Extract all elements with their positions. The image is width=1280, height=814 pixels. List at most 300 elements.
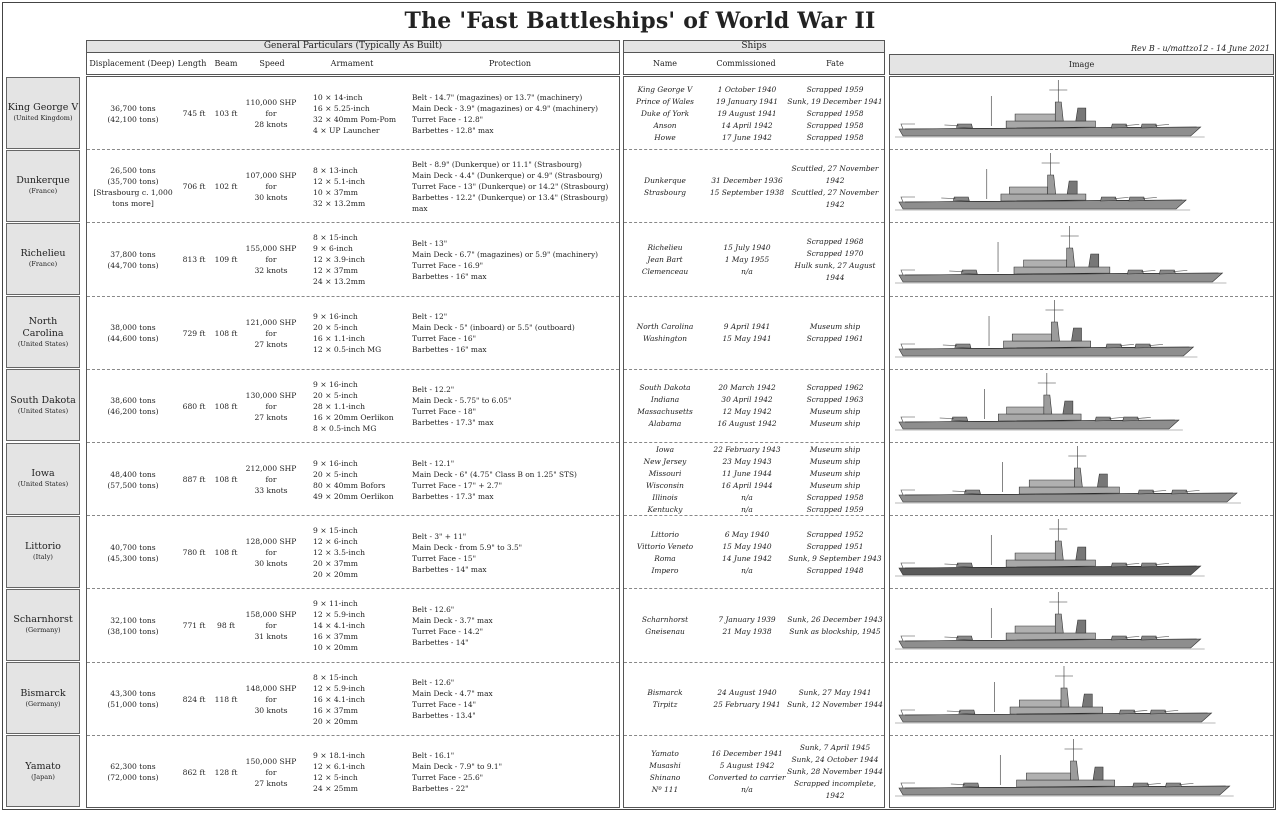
ship-name: Richelieu — [647, 242, 683, 252]
speed-value: 155,000 SHP — [245, 244, 297, 254]
ship-commissioned-cell — [704, 77, 790, 150]
protection-cell — [412, 589, 620, 662]
armament-item: 9 × 16-inch — [313, 379, 358, 389]
ship-name: Impero — [651, 565, 679, 575]
ship-fate: Museum ship — [809, 480, 861, 490]
armament-item: 12 × 3.9-inch — [313, 255, 365, 265]
protection-item: Barbettes - 17.3" max — [412, 418, 494, 428]
armament-item: 12 × 5.9-inch — [313, 610, 365, 620]
displacement-cell — [87, 736, 179, 809]
ship-name: Vittorio Veneto — [636, 541, 694, 551]
beam-value: 118 ft — [214, 694, 238, 704]
protection-cell — [412, 223, 620, 296]
protection-item: Turret Face - 16" — [412, 334, 476, 344]
ship-class-country: (Italy) — [33, 553, 53, 562]
armament-cell — [313, 370, 413, 443]
armament-item: 14 × 4.1-inch — [313, 621, 365, 631]
ship-fate: Scrapped 1958 — [806, 132, 864, 142]
general-particulars-table — [86, 76, 620, 808]
protection-item: Barbettes - 16" max — [412, 345, 487, 355]
speed-cell — [245, 589, 297, 662]
speed-value: 30 knots — [254, 705, 288, 715]
armament-item: 9 × 18.1-inch — [313, 751, 365, 761]
armament-item: 49 × 20mm Oerlikon — [313, 491, 394, 501]
armament-item: 12 × 6.1-inch — [313, 762, 365, 772]
ship-commissioned: 7 January 1939 — [718, 614, 776, 624]
armament-item: 12 × 37mm — [313, 266, 358, 276]
armament-cell — [313, 663, 413, 736]
ship-fate: Scrapped 1961 — [806, 334, 864, 344]
ship-fate: Museum ship — [809, 407, 861, 417]
armament-item: 12 × 5.1-inch — [313, 176, 365, 186]
beam-value: 103 ft — [214, 109, 238, 119]
speed-value: 32 knots — [254, 266, 288, 276]
ship-fate: Sunk, 7 April 1945 — [799, 743, 871, 753]
ships-table — [623, 76, 885, 808]
ship-class-name: Yamato — [25, 760, 61, 772]
armament-item: 16 × 4.1-inch — [313, 694, 365, 704]
protection-item: Barbettes - 13.4" — [412, 711, 476, 721]
protection-item: Main Deck - 4.4" (Dunkerque) or 4.9" (Strasbourg) — [412, 171, 603, 181]
ship-silhouette — [891, 663, 1274, 736]
speed-value: 128,000 SHP — [245, 537, 297, 547]
armament-item: 16 × 37mm — [313, 632, 358, 642]
ship-name: Shinano — [649, 773, 681, 783]
ship-commissioned-cell — [704, 150, 790, 223]
ship-commissioned: n/a — [741, 492, 753, 502]
ship-fate: Museum ship — [809, 322, 861, 332]
ship-names-cell — [624, 663, 706, 736]
armament-item: 24 × 25mm — [313, 784, 358, 794]
armament-item: 20 × 5-inch — [313, 323, 358, 333]
ship-fate: Sunk as blockship, 1945 — [789, 626, 881, 636]
ship-fate: Sunk, 9 September 1943 — [788, 553, 882, 563]
ship-class-name: King George V — [7, 102, 79, 114]
ship-commissioned: n/a — [741, 565, 753, 575]
ship-commissioned-cell — [704, 443, 790, 516]
ship-silhouette — [891, 736, 1274, 809]
displacement-value: 38,000 tons — [110, 323, 156, 333]
ship-fate: Sunk, 27 May 1941 — [798, 688, 872, 698]
ship-fate: Scuttled, 27 November 1942 — [791, 187, 879, 209]
beam-value: 108 ft — [214, 401, 238, 411]
ship-class-cell — [6, 296, 80, 368]
ship-profile-image — [891, 150, 1272, 223]
speed-value: for — [265, 401, 277, 411]
length-value: 771 ft — [182, 621, 206, 631]
col-protection: Protection — [488, 59, 532, 68]
armament-cell — [313, 443, 413, 516]
ship-commissioned: 16 August 1942 — [717, 419, 777, 429]
ship-class-country: (United States) — [17, 339, 69, 348]
ship-name: Jean Bart — [647, 254, 683, 264]
protection-item: Main Deck - 6" (4.75" Class B on 1.25" STS) — [412, 469, 577, 479]
speed-value: 110,000 SHP — [245, 98, 297, 108]
speed-value: 212,000 SHP — [245, 464, 297, 474]
protection-item: Belt - 3" + 11" — [412, 531, 467, 541]
ship-name: Dunkerque — [644, 175, 686, 185]
speed-value: 107,000 SHP — [245, 171, 297, 181]
ship-profile-image — [891, 77, 1272, 150]
page-title: The 'Fast Battleships' of World War II — [404, 8, 876, 34]
ship-commissioned: 14 April 1942 — [721, 120, 773, 130]
ship-commissioned: 15 May 1940 — [722, 541, 772, 551]
length-value: 862 ft — [182, 767, 206, 777]
speed-value: for — [265, 767, 277, 777]
ship-name: Yamato — [651, 749, 679, 759]
section-image: Image — [889, 54, 1274, 75]
ship-name: Prince of Wales — [636, 96, 694, 106]
ship-commissioned: 11 June 1944 — [722, 468, 772, 478]
ship-class-cell — [6, 662, 80, 734]
ship-fate: Scrapped 1951 — [806, 541, 864, 551]
ship-fate: Sunk, 24 October 1944 — [791, 755, 879, 765]
ship-silhouette — [891, 516, 1274, 589]
ship-silhouette — [891, 77, 1274, 150]
protection-item: Turret Face - 14.2" — [412, 626, 484, 636]
ship-commissioned-cell — [704, 370, 790, 443]
protection-item: Turret Face - 15" — [412, 553, 476, 563]
ship-commissioned: 14 June 1942 — [722, 553, 772, 563]
ship-fate: Sunk, 19 December 1941 — [787, 96, 883, 106]
displacement-value: (38,100 tons) — [107, 626, 159, 636]
speed-value: 158,000 SHP — [245, 610, 297, 620]
ship-commissioned: 16 December 1941 — [711, 749, 783, 759]
armament-item: 12 × 3.5-inch — [313, 548, 365, 558]
speed-value: for — [265, 475, 277, 485]
ship-silhouette — [891, 150, 1274, 223]
ship-name: Alabama — [648, 419, 682, 429]
displacement-value: (44,600 tons) — [107, 334, 159, 344]
ship-class-country: (Germany) — [25, 626, 61, 635]
displacement-value: (46,200 tons) — [107, 407, 159, 417]
armament-cell — [313, 516, 413, 589]
armament-cell — [313, 297, 413, 370]
image-table — [889, 76, 1274, 808]
ship-fate-cell — [784, 589, 886, 662]
ship-fate: Scrapped 1962 — [806, 383, 864, 393]
armament-cell — [313, 589, 413, 662]
ship-name: Howe — [654, 132, 676, 142]
displacement-cell — [87, 589, 179, 662]
general-column-header — [86, 53, 620, 75]
protection-item: Belt - 12" — [412, 312, 448, 322]
ship-fate-cell — [784, 77, 886, 150]
armament-item: 20 × 37mm — [313, 559, 358, 569]
length-value: 887 ft — [182, 475, 206, 485]
speed-cell — [245, 77, 297, 150]
speed-value: 28 knots — [254, 120, 288, 130]
ship-class-country: (United States) — [17, 406, 69, 415]
protection-item: Turret Face - 25.6" — [412, 773, 484, 783]
ship-commissioned: 9 April 1941 — [723, 322, 771, 332]
protection-item: Barbettes - 14" — [412, 637, 469, 647]
ship-class-country: (France) — [28, 260, 58, 269]
ship-class-cell — [6, 443, 80, 515]
revision-note: Rev B - u/mattzo12 - 14 June 2021 — [1131, 44, 1270, 53]
col-speed: Speed — [259, 59, 285, 68]
ship-name: Clemenceau — [641, 266, 689, 276]
protection-item: Main Deck - 3.9" (magazines) or 4.9" (machinery) — [412, 103, 599, 113]
col-commissioned: Commissioned — [716, 59, 776, 68]
protection-item: Main Deck - 5" (inboard) or 5.5" (outboard) — [412, 323, 575, 333]
protection-item: Belt - 12.1" — [412, 458, 455, 468]
speed-value: 27 knots — [254, 339, 288, 349]
displacement-value: (35,700 tons) — [107, 176, 159, 186]
ship-commissioned: 24 August 1940 — [717, 688, 777, 698]
ship-names-cell — [624, 223, 706, 296]
length-value: 745 ft — [182, 109, 206, 119]
ship-commissioned: 1 May 1955 — [724, 254, 770, 264]
protection-cell — [412, 77, 620, 150]
displacement-value: (42,100 tons) — [107, 114, 159, 124]
armament-item: 32 × 13.2mm — [313, 198, 366, 208]
ship-class-cell — [6, 369, 80, 441]
ship-name: Tirpitz — [652, 700, 678, 710]
ship-class-country: (Germany) — [25, 699, 61, 708]
ship-fate-cell — [784, 223, 886, 296]
protection-item: Belt - 13" — [412, 238, 448, 248]
ship-fate: Sunk, 26 December 1943 — [787, 614, 883, 624]
displacement-value: (57,500 tons) — [107, 480, 159, 490]
protection-item: Turret Face - 18" — [412, 407, 476, 417]
ship-fate: Scrapped 1963 — [806, 395, 864, 405]
ship-commissioned: 6 May 1940 — [724, 529, 770, 539]
protection-item: Barbettes - 22" — [412, 784, 469, 794]
ship-commissioned-cell — [704, 297, 790, 370]
ship-class-name: South Dakota — [10, 394, 76, 406]
ship-commissioned: n/a — [741, 504, 753, 514]
ship-class-country: (France) — [28, 187, 58, 196]
protection-item: Barbettes - 12.2" (Dunkerque) or 13.4" (Strasbourg) max — [412, 193, 609, 214]
ship-class-name: Littorio — [24, 541, 61, 553]
armament-item: 8 × 13-inch — [313, 165, 358, 175]
armament-item: 9 × 15-inch — [313, 526, 358, 536]
length-value: 824 ft — [182, 694, 206, 704]
protection-item: Turret Face - 16.9" — [412, 260, 484, 270]
beam-value: 108 ft — [214, 475, 238, 485]
ship-commissioned: 23 May 1943 — [722, 456, 772, 466]
ship-class-country: (Japan) — [31, 772, 55, 781]
ship-commissioned: 17 June 1942 — [722, 132, 772, 142]
protection-cell — [412, 516, 620, 589]
displacement-cell — [87, 443, 179, 516]
speed-value: 121,000 SHP — [245, 317, 297, 327]
speed-value: 33 knots — [254, 486, 288, 496]
speed-value: for — [265, 182, 277, 192]
ship-names-cell — [624, 297, 706, 370]
displacement-cell — [87, 150, 179, 223]
displacement-value: tons more] — [112, 198, 154, 208]
protection-item: Main Deck - 4.7" max — [412, 689, 493, 699]
ship-fate: Scrapped 1958 — [806, 492, 864, 502]
col-beam: Beam — [214, 59, 238, 68]
ship-fate-cell — [784, 663, 886, 736]
ship-class-name: North Carolina — [22, 315, 64, 339]
ship-name: Strasbourg — [644, 187, 686, 197]
ship-fate: Sunk, 28 November 1944 — [787, 767, 883, 777]
protection-item: Barbettes - 17.3" max — [412, 491, 494, 501]
ship-commissioned: 21 May 1938 — [722, 626, 772, 636]
speed-value: 30 knots — [254, 559, 288, 569]
beam-value: 128 ft — [214, 767, 238, 777]
ship-class-cell — [6, 735, 80, 807]
speed-value: 31 knots — [254, 632, 288, 642]
ship-commissioned-cell — [704, 516, 790, 589]
protection-cell — [412, 443, 620, 516]
armament-cell — [313, 77, 413, 150]
ship-fate-cell — [784, 150, 886, 223]
armament-item: 24 × 13.2mm — [313, 277, 366, 287]
protection-item: Main Deck - 5.75" to 6.05" — [412, 396, 512, 406]
armament-item: 12 × 5-inch — [313, 773, 358, 783]
ship-name: King George V — [637, 84, 693, 94]
ship-class-country: (United States) — [17, 480, 69, 489]
armament-item: 16 × 5.25-inch — [313, 103, 370, 113]
ship-profile-image — [891, 589, 1272, 662]
ship-names-cell — [624, 516, 706, 589]
ship-fate: Scrapped 1958 — [806, 120, 864, 130]
length-value: 706 ft — [182, 182, 206, 192]
ship-fate: Scrapped incomplete, 1942 — [794, 779, 876, 801]
ship-fate: Scrapped 1959 — [806, 504, 864, 514]
ship-name: Bismarck — [647, 688, 683, 698]
ship-commissioned: 25 February 1941 — [713, 700, 781, 710]
ship-class-name: Iowa — [31, 468, 55, 480]
speed-cell — [245, 223, 297, 296]
ship-class-name: Richelieu — [20, 248, 66, 260]
protection-item: Belt - 12.6" — [412, 678, 455, 688]
protection-item: Belt - 14.7" (magazines) or 13.7" (machinery) — [412, 92, 583, 102]
section-general-particulars: General Particulars (Typically As Built) — [86, 40, 620, 53]
armament-item: 20 × 5-inch — [313, 390, 358, 400]
ship-class-name: Dunkerque — [16, 175, 70, 187]
ship-name: Massachusetts — [637, 407, 693, 417]
displacement-value: 36,700 tons — [110, 103, 156, 113]
ship-fate-cell — [784, 736, 886, 809]
ship-fate: Hulk sunk, 27 August 1944 — [794, 260, 876, 282]
armament-cell — [313, 150, 413, 223]
ship-name: Nº 111 — [651, 785, 679, 795]
speed-value: 130,000 SHP — [245, 390, 297, 400]
ship-commissioned: 12 May 1942 — [722, 407, 772, 417]
ship-fate: Scrapped 1952 — [806, 529, 864, 539]
ship-fate: Scrapped 1958 — [806, 108, 864, 118]
ship-commissioned: 22 February 1943 — [713, 444, 781, 454]
speed-cell — [245, 736, 297, 809]
col-displacement: Displacement (Deep) — [89, 59, 175, 68]
ship-commissioned: 19 January 1941 — [716, 96, 778, 106]
protection-item: Belt - 12.6" — [412, 604, 455, 614]
ship-commissioned: 15 September 1938 — [709, 187, 785, 197]
ship-commissioned: 31 December 1936 — [711, 175, 783, 185]
ship-name: Washington — [643, 334, 687, 344]
speed-cell — [245, 443, 297, 516]
ship-fate: Scrapped 1968 — [806, 236, 864, 246]
armament-item: 16 × 1.1-inch — [313, 334, 365, 344]
ship-names-cell — [624, 77, 706, 150]
ship-commissioned: 16 April 1944 — [721, 480, 773, 490]
ship-name: New Jersey — [643, 456, 687, 466]
ship-name: Indiana — [650, 395, 680, 405]
armament-item: 20 × 20mm — [313, 570, 358, 580]
ship-names-cell — [624, 370, 706, 443]
speed-value: for — [265, 548, 277, 558]
protection-item: Main Deck - 7.9" to 9.1" — [412, 762, 502, 772]
displacement-value: 26,500 tons — [110, 165, 156, 175]
ship-names-cell — [624, 736, 706, 809]
protection-item: Turret Face - 13" (Dunkerque) or 14.2" (Strasbourg) — [412, 182, 609, 192]
ship-commissioned: 30 April 1942 — [721, 395, 773, 405]
displacement-value: [Strasbourg c. 1,000 — [93, 187, 173, 197]
armament-item: 20 × 20mm — [313, 716, 358, 726]
armament-item: 10 × 37mm — [313, 187, 358, 197]
armament-item: 20 × 5-inch — [313, 469, 358, 479]
col-fate: Fate — [826, 59, 844, 68]
protection-item: Barbettes - 14" max — [412, 564, 487, 574]
ship-profile-image — [891, 663, 1272, 736]
ship-name: Illinois — [652, 492, 678, 502]
ship-commissioned-cell — [704, 736, 790, 809]
speed-cell — [245, 297, 297, 370]
ship-commissioned: 1 October 1940 — [717, 84, 777, 94]
ship-fate-cell — [784, 443, 886, 516]
ship-silhouette — [891, 297, 1274, 370]
ship-names-cell — [624, 589, 706, 662]
ship-fate: Museum ship — [809, 456, 861, 466]
ship-name: Kentucky — [647, 504, 683, 514]
displacement-value: 43,300 tons — [110, 689, 156, 699]
protection-item: Main Deck - from 5.9" to 3.5" — [412, 542, 523, 552]
displacement-value: 32,100 tons — [110, 615, 156, 625]
ship-fate: Museum ship — [809, 468, 861, 478]
displacement-cell — [87, 516, 179, 589]
protection-cell — [412, 736, 620, 809]
ship-name: Missouri — [648, 468, 682, 478]
protection-item: Barbettes - 12.8" max — [412, 125, 494, 135]
ship-silhouette — [891, 223, 1274, 296]
protection-item: Barbettes - 16" max — [412, 271, 487, 281]
displacement-cell — [87, 370, 179, 443]
displacement-value: (44,700 tons) — [107, 260, 159, 270]
ship-name: North Carolina — [636, 322, 694, 332]
ship-fate-cell — [784, 297, 886, 370]
armament-item: 12 × 0.5-inch MG — [313, 345, 382, 355]
speed-value: for — [265, 621, 277, 631]
ship-profile-image — [891, 516, 1272, 589]
section-ships: Ships — [623, 40, 885, 53]
speed-value: for — [265, 255, 277, 265]
displacement-cell — [87, 77, 179, 150]
ship-name: Roma — [654, 553, 676, 563]
ship-name: Musashi — [649, 761, 681, 771]
speed-value: 27 knots — [254, 412, 288, 422]
ship-class-country: (United Kingdom) — [13, 114, 73, 123]
ship-commissioned: n/a — [741, 266, 753, 276]
displacement-cell — [87, 663, 179, 736]
beam-value: 109 ft — [214, 255, 238, 265]
displacement-value: 37,800 tons — [110, 249, 156, 259]
ship-commissioned-cell — [704, 663, 790, 736]
ship-name: Gneisenau — [645, 626, 685, 636]
ship-class-name: Bismarck — [20, 687, 66, 699]
ship-class-cell — [6, 516, 80, 588]
ship-fate: Scuttled, 27 November 1942 — [791, 163, 879, 185]
ship-commissioned: 15 July 1940 — [723, 242, 771, 252]
speed-value: for — [265, 694, 277, 704]
speed-value: 27 knots — [254, 778, 288, 788]
length-value: 813 ft — [182, 255, 206, 265]
